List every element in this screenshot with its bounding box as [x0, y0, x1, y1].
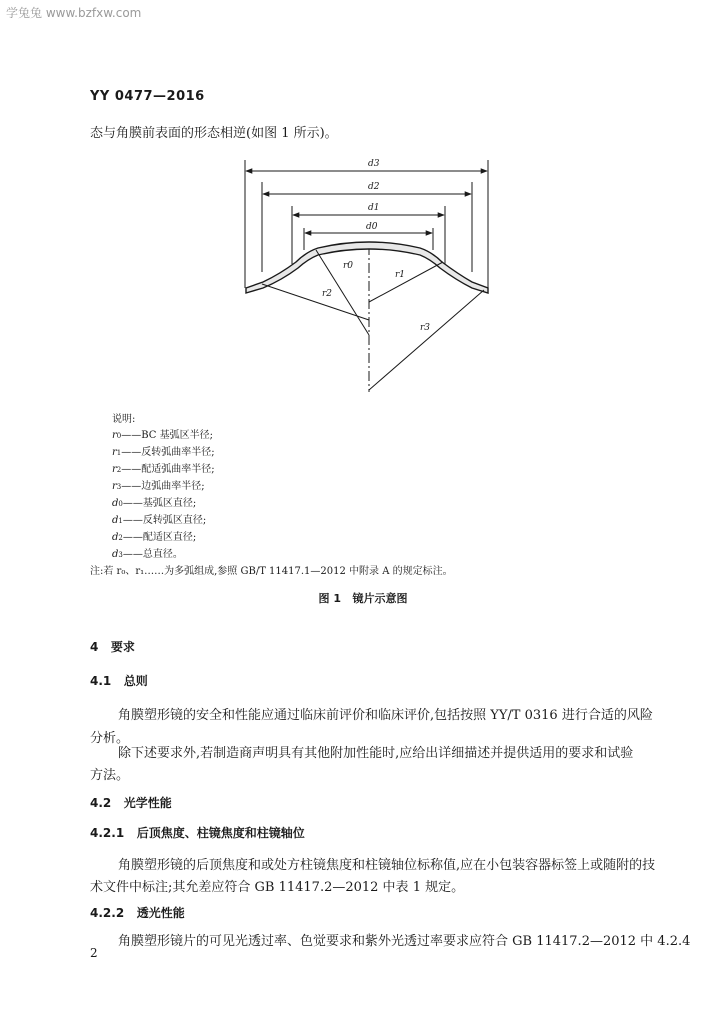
paragraph-line: 角膜塑形镜的后顶焦度和或处方柱镜焦度和柱镜轴位标称值,应在小包装容器标签上或随附的技: [118, 858, 656, 873]
legend-item: d2——配适区直径;: [112, 532, 197, 543]
legend-item: r0——BC 基弧区半径;: [112, 430, 213, 441]
legend-item: r3——边弧曲率半径;: [112, 481, 205, 492]
paragraph-line: 角膜塑形镜的安全和性能应通过临床前评价和临床评价,包括按照 YY/T 0316 进行合适的风险: [118, 708, 653, 723]
section-4-2-heading: 4.2 光学性能: [90, 796, 172, 810]
r3-line: [369, 290, 484, 390]
paragraph-line: 术文件中标注;其允差应符合 GB 11417.2—2012 中表 1 规定。: [90, 880, 465, 895]
lens-profile: [246, 242, 488, 293]
legend-title: 说明:: [112, 414, 136, 425]
r1-line: [369, 262, 443, 302]
r3-label: r3: [420, 323, 431, 333]
d3-label: d3: [368, 159, 380, 169]
legend-item: r2——配适弧曲率半径;: [112, 464, 215, 475]
paragraph-line: 方法。: [90, 768, 130, 783]
legend-item: d0——基弧区直径;: [112, 498, 197, 509]
paragraph-line: 角膜塑形镜片的可见光透过率、色觉要求和紫外光透过率要求应符合 GB 11417.2—2012 中 4.2.4: [118, 934, 691, 949]
paragraph-line: 除下述要求外,若制造商声明具有其他附加性能时,应给出详细描述并提供适用的要求和试验: [118, 746, 634, 761]
d0-label: d0: [366, 222, 378, 232]
paragraph-line: 分析。: [90, 731, 130, 746]
d2-label: d2: [368, 182, 380, 192]
legend-item: d1——反转弧区直径;: [112, 515, 207, 526]
r1-label: r1: [395, 270, 406, 280]
section-4-2-1-heading: 4.2.1 后顶焦度、柱镜焦度和柱镜轴位: [90, 826, 305, 840]
page-number: 2: [90, 946, 98, 960]
legend-item: r1——反转弧曲率半径;: [112, 447, 215, 458]
figure-caption: 图 1 镜片示意图: [318, 592, 408, 605]
r2-label: r2: [322, 289, 333, 299]
section-4-1-heading: 4.1 总则: [90, 674, 148, 688]
section-4-heading: 4 要求: [90, 640, 135, 654]
standard-code: YY 0477—2016: [90, 89, 205, 104]
legend-item: d3——总直径。: [112, 549, 183, 560]
watermark: 学兔兔 www.bzfxw.com: [6, 6, 142, 20]
intro-text: 态与角膜前表面的形态相逆(如图 1 所示)。: [90, 126, 338, 141]
section-4-2-2-heading: 4.2.2 透光性能: [90, 906, 185, 920]
figure-note: 注:若 r₀、r₁……为多弧组成,参照 GB/T 11417.1—2012 中附录 A 的规定标注。: [90, 566, 453, 577]
r0-label: r0: [343, 261, 354, 271]
d1-label: d1: [368, 203, 380, 213]
r2-line: [262, 284, 369, 320]
